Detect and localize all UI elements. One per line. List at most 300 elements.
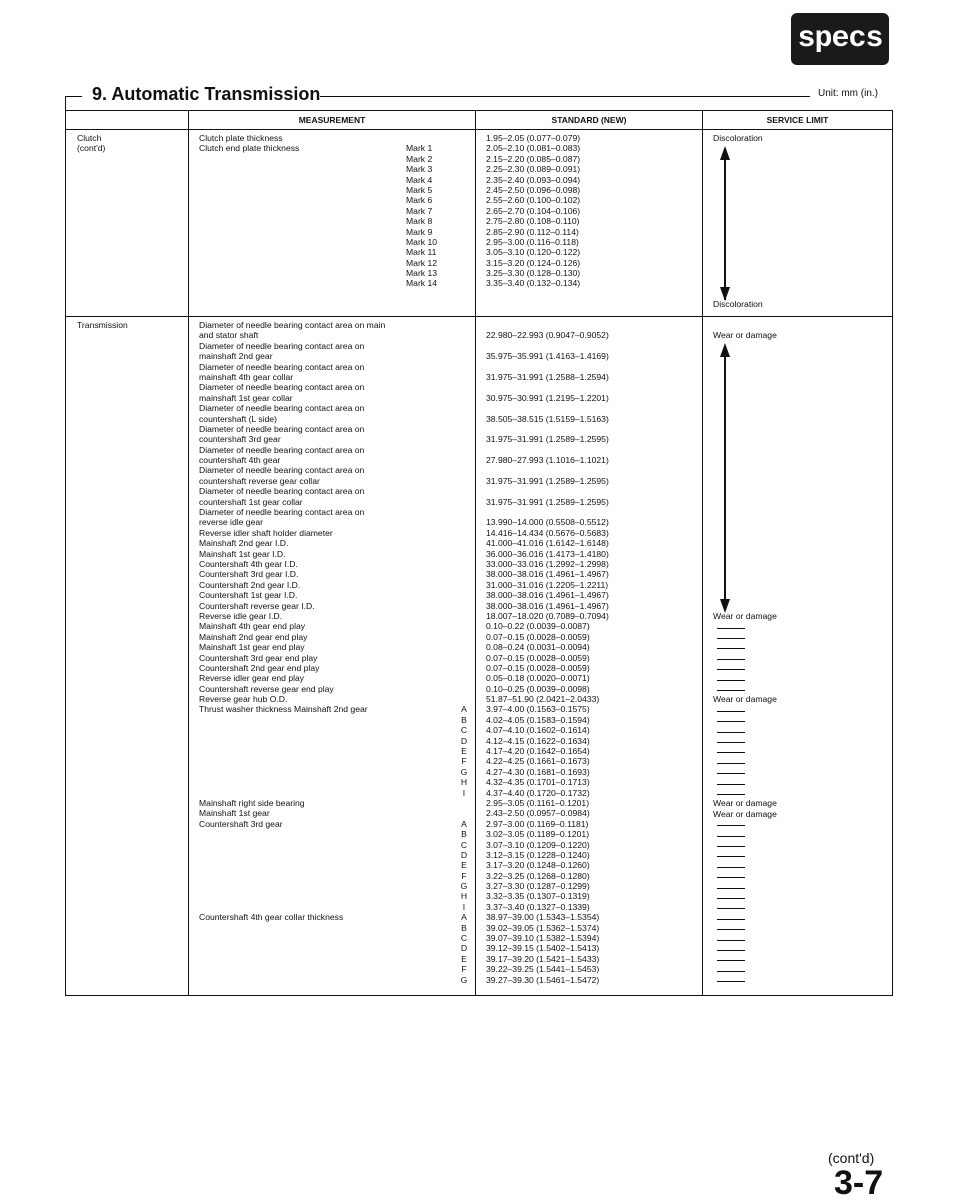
measurement-line bbox=[199, 455, 471, 465]
measurement-line bbox=[199, 476, 471, 486]
measurement-line bbox=[199, 528, 471, 538]
mark-label: Mark 2 bbox=[406, 153, 433, 164]
dash-mark bbox=[717, 950, 745, 951]
dash-mark bbox=[717, 825, 745, 826]
arrow-shaft bbox=[724, 158, 726, 300]
section-rule-left bbox=[65, 96, 82, 97]
grade-label: B bbox=[461, 714, 467, 725]
measurement-line bbox=[199, 736, 471, 746]
standard-value: 4.32–4.35 (0.1701–0.1713) bbox=[486, 777, 590, 788]
dash-mark bbox=[717, 981, 745, 982]
grade-label: F bbox=[461, 870, 467, 881]
dash-mark bbox=[717, 742, 745, 743]
transmission-section bbox=[66, 317, 893, 996]
measurement-text bbox=[199, 278, 406, 288]
dash-mark bbox=[717, 898, 745, 899]
standard-value: 3.32–3.35 (0.1307–0.1319) bbox=[486, 891, 590, 902]
measurement-text: Diameter of needle bearing contact area on bbox=[199, 340, 365, 351]
mark-label: Mark 9 bbox=[406, 226, 433, 237]
measurement-text: Mainshaft 4th gear end play bbox=[199, 621, 306, 632]
standard-value: 41.000–41.016 (1.6142–1.6148) bbox=[486, 538, 609, 549]
standard-value bbox=[486, 424, 698, 434]
standard-value: 2.15–2.20 (0.085–0.087) bbox=[486, 153, 581, 164]
dash-mark bbox=[717, 867, 745, 868]
measurement-line bbox=[199, 840, 471, 850]
mark-label: Mark 4 bbox=[406, 174, 433, 185]
measurement-text: Diameter of needle bearing contact area on main bbox=[199, 320, 386, 330]
measurement-text: Countershaft 1st gear I.D. bbox=[199, 590, 298, 601]
measurement-line bbox=[199, 206, 471, 216]
measurement-text bbox=[199, 860, 457, 870]
measurement-line bbox=[199, 850, 471, 860]
measurement-text bbox=[199, 840, 457, 850]
dash-mark bbox=[717, 940, 745, 941]
measurement-text: countershaft reverse gear collar bbox=[199, 475, 320, 486]
measurement-line bbox=[199, 912, 471, 922]
measurement-line bbox=[199, 507, 471, 517]
measurement-text bbox=[199, 736, 457, 746]
standard-value: 4.37–4.40 (0.1720–0.1732) bbox=[486, 787, 590, 798]
limit-text: Wear or damage bbox=[713, 798, 777, 809]
measurement-line bbox=[199, 362, 471, 372]
measurement-text: Thrust washer thickness Mainshaft 2nd gear bbox=[199, 704, 368, 715]
standard-value bbox=[486, 341, 698, 351]
standard-value: 3.35–3.40 (0.132–0.134) bbox=[486, 278, 581, 289]
measurement-line bbox=[199, 933, 471, 943]
standard-value: 2.45–2.50 (0.096–0.098) bbox=[486, 184, 581, 195]
measurement-line bbox=[199, 185, 471, 195]
measurement-line bbox=[199, 756, 471, 766]
standard-value: 2.25–2.30 (0.089–0.091) bbox=[486, 164, 581, 175]
measurement-text: mainshaft 2nd gear bbox=[199, 351, 273, 362]
measurement-text: Mainshaft right side bearing bbox=[199, 797, 305, 808]
standard-value: 35.975–35.991 (1.4163–1.4169) bbox=[486, 351, 609, 362]
standard-value: 2.35–2.40 (0.093–0.094) bbox=[486, 174, 581, 185]
dash-mark bbox=[717, 846, 745, 847]
grade-label: D bbox=[460, 735, 468, 746]
dash-mark bbox=[717, 711, 745, 712]
standard-value: 3.17–3.20 (0.1248–0.1260) bbox=[486, 860, 590, 871]
measurement-line bbox=[199, 517, 471, 527]
standard-value: 38.000–38.016 (1.4961–1.4967) bbox=[486, 569, 609, 580]
standard-value: 39.17–39.20 (1.5421–1.5433) bbox=[486, 953, 600, 964]
measurement-line bbox=[199, 538, 471, 548]
unit-label: Unit: mm (in.) bbox=[818, 88, 878, 99]
standard-value: 4.02–4.05 (0.1583–0.1594) bbox=[486, 714, 590, 725]
grade-label bbox=[457, 611, 471, 621]
group-line: (cont'd) bbox=[77, 143, 106, 154]
transmission-limit-cell bbox=[703, 317, 893, 996]
section-rule-right bbox=[320, 96, 810, 97]
measurement-line bbox=[199, 330, 471, 340]
standard-value: 39.02–39.05 (1.5362–1.5374) bbox=[486, 922, 600, 933]
measurement-text: Diameter of needle bearing contact area on bbox=[199, 382, 365, 393]
measurement-line bbox=[199, 320, 471, 330]
mark-label bbox=[406, 133, 471, 143]
measurement-text: Countershaft 3rd gear end play bbox=[199, 652, 318, 663]
clutch-limit-cell bbox=[703, 130, 893, 317]
standard-value: 51.87–51.90 (2.0421–2.0433) bbox=[486, 694, 600, 705]
measurement-text bbox=[199, 216, 406, 226]
standard-value: 38.000–38.016 (1.4961–1.4967) bbox=[486, 600, 609, 611]
measurement-text: Reverse gear hub O.D. bbox=[199, 694, 288, 705]
spec-table bbox=[65, 110, 893, 996]
section-title: 9. Automatic Transmission bbox=[92, 84, 321, 104]
grade-label bbox=[457, 601, 471, 611]
limit-text: Wear or damage bbox=[713, 694, 777, 705]
measurement-text: countershaft (L side) bbox=[199, 413, 278, 424]
standard-value: 2.95–3.00 (0.116–0.118) bbox=[486, 236, 579, 247]
measurement-line bbox=[199, 777, 471, 787]
measurement-text: Clutch plate thickness bbox=[199, 133, 283, 143]
measurement-line bbox=[199, 684, 471, 694]
standard-value: 2.43–2.50 (0.0957–0.0984) bbox=[486, 808, 590, 819]
standard-value: 38.97–39.00 (1.5343–1.5354) bbox=[486, 912, 600, 923]
measurement-line bbox=[199, 465, 471, 475]
measurement-text bbox=[199, 164, 406, 174]
measurement-text: mainshaft 1st gear collar bbox=[199, 392, 293, 403]
measurement-text bbox=[199, 154, 406, 164]
grade-label: E bbox=[461, 953, 467, 964]
measurement-text: Clutch end plate thickness bbox=[199, 143, 300, 154]
standard-value: 33.000–33.016 (1.2992–1.2998) bbox=[486, 558, 609, 569]
measurement-text bbox=[199, 237, 406, 247]
measurement-line bbox=[199, 642, 471, 652]
measurement-line bbox=[199, 497, 471, 507]
measurement-line bbox=[199, 133, 471, 143]
measurement-line bbox=[199, 694, 471, 704]
measurement-line bbox=[199, 549, 471, 559]
standard-value: 3.02–3.05 (0.1189–0.1201) bbox=[486, 829, 590, 840]
standard-value: 2.95–3.05 (0.1161–0.1201) bbox=[486, 797, 590, 808]
grade-label: C bbox=[460, 933, 468, 944]
grade-label bbox=[457, 653, 471, 663]
measurement-text bbox=[199, 943, 457, 953]
measurement-line bbox=[199, 881, 471, 891]
mark-label: Mark 11 bbox=[406, 247, 437, 258]
standard-value: 3.07–3.10 (0.1209–0.1220) bbox=[486, 839, 590, 850]
grade-label bbox=[457, 445, 471, 455]
measurement-line bbox=[199, 580, 471, 590]
standard-value: 2.05–2.10 (0.081–0.083) bbox=[486, 143, 581, 154]
limit-text: Wear or damage bbox=[713, 808, 777, 819]
clutch-standard-cell bbox=[476, 130, 703, 317]
measurement-line bbox=[199, 351, 471, 361]
transmission-measurement-cell bbox=[189, 317, 476, 996]
measurement-text: Mainshaft 1st gear bbox=[199, 808, 270, 819]
grade-label bbox=[457, 403, 471, 413]
grade-label bbox=[457, 673, 471, 683]
measurement-text: Countershaft 3rd gear bbox=[199, 818, 283, 829]
measurement-text: reverse idle gear bbox=[199, 517, 264, 528]
dash-mark bbox=[717, 836, 745, 837]
measurement-line bbox=[199, 216, 471, 226]
specs-badge: specs bbox=[791, 13, 889, 65]
section-rule-corner bbox=[65, 96, 66, 110]
grade-label: G bbox=[460, 766, 468, 777]
measurement-line bbox=[199, 632, 471, 642]
standard-value: 2.75–2.80 (0.108–0.110) bbox=[486, 216, 580, 227]
standard-value: 0.07–0.15 (0.0028–0.0059) bbox=[486, 631, 590, 642]
mark-label: Mark 5 bbox=[406, 184, 433, 195]
mark-label: Mark 1 bbox=[406, 143, 433, 154]
standard-value: 36.000–36.016 (1.4173–1.4180) bbox=[486, 548, 609, 559]
standard-value: 3.37–3.40 (0.1327–0.1339) bbox=[486, 901, 590, 912]
measurement-line bbox=[199, 715, 471, 725]
measurement-text bbox=[199, 788, 457, 798]
dash-mark bbox=[717, 732, 745, 733]
measurement-text bbox=[199, 871, 457, 881]
grade-label bbox=[457, 372, 471, 382]
measurement-text: Diameter of needle bearing contact area on bbox=[199, 486, 365, 497]
standard-value bbox=[486, 362, 698, 372]
dash-mark bbox=[717, 971, 745, 972]
measurement-text bbox=[199, 767, 457, 777]
standard-value: 4.27–4.30 (0.1681–0.1693) bbox=[486, 766, 590, 777]
dash-mark bbox=[717, 669, 745, 670]
measurement-text: Diameter of needle bearing contact area on bbox=[199, 444, 365, 455]
mark-label: Mark 10 bbox=[406, 236, 438, 247]
measurement-text bbox=[199, 258, 406, 268]
measurement-text bbox=[199, 777, 457, 787]
standard-value: 2.55–2.60 (0.100–0.102) bbox=[486, 195, 581, 206]
dash-mark bbox=[717, 648, 745, 649]
measurement-line bbox=[199, 601, 471, 611]
header-service-limit: SERVICE LIMIT bbox=[703, 111, 893, 130]
measurement-line bbox=[199, 143, 471, 153]
grade-label bbox=[457, 517, 471, 527]
grade-label: C bbox=[460, 839, 468, 850]
grade-label: G bbox=[460, 881, 468, 892]
measurement-line bbox=[199, 237, 471, 247]
grade-label: E bbox=[461, 746, 467, 757]
standard-value bbox=[486, 465, 698, 475]
measurement-line bbox=[199, 247, 471, 257]
measurement-line bbox=[199, 902, 471, 912]
grade-label bbox=[457, 642, 471, 652]
limit-text: Discoloration bbox=[713, 133, 763, 143]
grade-label bbox=[457, 320, 471, 330]
grade-label bbox=[457, 580, 471, 590]
measurement-text: Countershaft 4th gear collar thickness bbox=[199, 912, 344, 923]
grade-label: A bbox=[461, 912, 467, 923]
measurement-text bbox=[199, 829, 457, 839]
measurement-line bbox=[199, 704, 471, 714]
dash-mark bbox=[717, 721, 745, 722]
standard-value: 39.12–39.15 (1.5402–1.5413) bbox=[486, 943, 600, 954]
measurement-text bbox=[199, 268, 406, 278]
measurement-text: countershaft 3rd gear bbox=[199, 434, 281, 445]
measurement-text: Diameter of needle bearing contact area on bbox=[199, 403, 365, 414]
standard-value: 0.08–0.24 (0.0031–0.0094) bbox=[486, 642, 590, 653]
measurement-text: Countershaft 2nd gear end play bbox=[199, 662, 320, 673]
limit-text: Wear or damage bbox=[713, 330, 777, 341]
grade-label bbox=[457, 559, 471, 569]
measurement-line bbox=[199, 673, 471, 683]
measurement-line bbox=[199, 195, 471, 205]
measurement-text: Mainshaft 1st gear I.D. bbox=[199, 548, 286, 559]
standard-value: 4.07–4.10 (0.1602–0.1614) bbox=[486, 725, 590, 736]
measurement-line bbox=[199, 382, 471, 392]
grade-label bbox=[457, 621, 471, 631]
grade-label: E bbox=[461, 860, 467, 871]
standard-value: 3.22–3.25 (0.1268–0.1280) bbox=[486, 870, 590, 881]
measurement-text: Countershaft 3rd gear I.D. bbox=[199, 569, 299, 580]
measurement-line bbox=[199, 372, 471, 382]
dash-mark bbox=[717, 960, 745, 961]
measurement-line bbox=[199, 860, 471, 870]
measurement-text bbox=[199, 881, 457, 891]
clutch-section bbox=[66, 130, 893, 317]
dash-mark bbox=[717, 773, 745, 774]
measurement-text bbox=[199, 954, 457, 964]
mark-label: Mark 12 bbox=[406, 257, 438, 268]
grade-label bbox=[457, 465, 471, 475]
measurement-text bbox=[199, 715, 457, 725]
dash-mark bbox=[717, 628, 745, 629]
standard-value: 31.000–31.016 (1.2205–1.2211) bbox=[486, 579, 609, 590]
measurement-line bbox=[199, 871, 471, 881]
measurement-line bbox=[199, 611, 471, 621]
standard-value: 18.007–18.020 (0.7089–0.7094) bbox=[486, 610, 609, 621]
measurement-line bbox=[199, 341, 471, 351]
standard-value: 39.22–39.25 (1.5441–1.5453) bbox=[486, 964, 600, 975]
grade-label bbox=[457, 569, 471, 579]
dash-mark bbox=[717, 877, 745, 878]
measurement-line bbox=[199, 767, 471, 777]
mark-label: Mark 8 bbox=[406, 216, 433, 227]
standard-value: 31.975–31.991 (1.2589–1.2595) bbox=[486, 496, 609, 507]
measurement-text: Reverse idler gear end play bbox=[199, 673, 305, 684]
measurement-text: mainshaft 4th gear collar bbox=[199, 371, 294, 382]
standard-value: 31.975–31.991 (1.2589–1.2595) bbox=[486, 434, 609, 445]
standard-value bbox=[486, 382, 698, 392]
measurement-text: Reverse idle gear I.D. bbox=[199, 610, 283, 621]
mark-label: Mark 3 bbox=[406, 164, 433, 175]
measurement-text bbox=[199, 975, 457, 985]
measurement-text bbox=[199, 891, 457, 901]
grade-label: H bbox=[460, 777, 468, 788]
grade-label: H bbox=[460, 891, 468, 902]
standard-value: 1.95–2.05 (0.077–0.079) bbox=[486, 133, 581, 143]
standard-value: 0.10–0.25 (0.0039–0.0098) bbox=[486, 683, 590, 694]
header-row bbox=[66, 111, 893, 130]
grade-label bbox=[457, 808, 471, 818]
measurement-line bbox=[199, 891, 471, 901]
dash-mark bbox=[717, 929, 745, 930]
measurement-line bbox=[199, 663, 471, 673]
measurement-line bbox=[199, 808, 471, 818]
measurement-text: countershaft 4th gear bbox=[199, 455, 281, 466]
header-blank bbox=[66, 111, 189, 130]
measurement-line bbox=[199, 746, 471, 756]
measurement-text: Mainshaft 2nd gear I.D. bbox=[199, 538, 289, 549]
grade-label: D bbox=[460, 849, 468, 860]
dash-mark bbox=[717, 888, 745, 889]
mark-label: Mark 6 bbox=[406, 195, 433, 206]
clutch-measurement-cell bbox=[189, 130, 476, 317]
grade-label bbox=[457, 330, 471, 340]
measurement-line bbox=[199, 621, 471, 631]
measurement-line bbox=[199, 414, 471, 424]
standard-value bbox=[486, 486, 698, 496]
measurement-line bbox=[199, 590, 471, 600]
standard-value: 2.97–3.00 (0.1169–0.1181) bbox=[486, 818, 589, 829]
measurement-text bbox=[199, 185, 406, 195]
standard-value: 13.990–14.000 (0.5508–0.5512) bbox=[486, 517, 609, 528]
measurement-text bbox=[199, 206, 406, 216]
measurement-line bbox=[199, 486, 471, 496]
grade-label bbox=[457, 528, 471, 538]
standard-value: 27.980–27.993 (1.1016–1.1021) bbox=[486, 455, 609, 466]
grade-label: I bbox=[462, 787, 466, 798]
measurement-text bbox=[199, 746, 457, 756]
measurement-text bbox=[199, 175, 406, 185]
grade-label bbox=[457, 663, 471, 673]
grade-label: A bbox=[461, 818, 467, 829]
standard-value: 39.07–39.10 (1.5382–1.5394) bbox=[486, 933, 600, 944]
measurement-text: Diameter of needle bearing contact area on bbox=[199, 361, 365, 372]
standard-value: 3.12–3.15 (0.1228–0.1240) bbox=[486, 849, 590, 860]
transmission-group-label bbox=[66, 317, 189, 996]
clutch-group-label bbox=[66, 130, 189, 317]
standard-value: 3.97–4.00 (0.1563–0.1575) bbox=[486, 704, 590, 715]
limit-text: Wear or damage bbox=[713, 611, 777, 622]
dash-mark bbox=[717, 659, 745, 660]
standard-value: 3.15–3.20 (0.124–0.126) bbox=[486, 257, 581, 268]
measurement-line bbox=[199, 154, 471, 164]
mark-label: Mark 7 bbox=[406, 205, 433, 216]
standard-value: 2.65–2.70 (0.104–0.106) bbox=[486, 205, 581, 216]
grade-label: C bbox=[460, 725, 468, 736]
grade-label: I bbox=[462, 901, 466, 912]
header-measurement: MEASUREMENT bbox=[189, 111, 476, 130]
grade-label: B bbox=[461, 922, 467, 933]
grade-label bbox=[457, 684, 471, 694]
measurement-line bbox=[199, 725, 471, 735]
grade-label bbox=[457, 476, 471, 486]
measurement-line bbox=[199, 403, 471, 413]
grade-label bbox=[457, 497, 471, 507]
measurement-text: Countershaft 2nd gear I.D. bbox=[199, 579, 301, 590]
standard-value: 39.27–39.30 (1.5461–1.5472) bbox=[486, 974, 600, 985]
measurement-text bbox=[199, 756, 457, 766]
transmission-standard-cell bbox=[476, 317, 703, 996]
arrow-shaft bbox=[724, 355, 726, 609]
page-number: 3-7 bbox=[834, 1164, 884, 1202]
measurement-text bbox=[199, 902, 457, 912]
standard-value: 38.000–38.016 (1.4961–1.4967) bbox=[486, 590, 609, 601]
dash-mark bbox=[717, 856, 745, 857]
measurement-line bbox=[199, 434, 471, 444]
grade-label: F bbox=[461, 756, 467, 767]
measurement-text bbox=[199, 227, 406, 237]
standard-value: 0.10–0.22 (0.0039–0.0087) bbox=[486, 621, 590, 632]
measurement-text bbox=[199, 725, 457, 735]
standard-value: 30.975–30.991 (1.2195–1.2201) bbox=[486, 392, 609, 403]
grade-label bbox=[457, 351, 471, 361]
grade-label bbox=[457, 424, 471, 434]
standard-value: 2.85–2.90 (0.112–0.114) bbox=[486, 226, 579, 237]
mark-label: Mark 13 bbox=[406, 268, 438, 279]
measurement-text: Diameter of needle bearing contact area on bbox=[199, 507, 365, 518]
standard-value bbox=[486, 445, 698, 455]
measurement-text: Countershaft reverse gear end play bbox=[199, 683, 334, 694]
measurement-line bbox=[199, 559, 471, 569]
dash-mark bbox=[717, 763, 745, 764]
mark-label: Mark 14 bbox=[406, 278, 438, 289]
standard-value: 4.17–4.20 (0.1642–0.1654) bbox=[486, 746, 590, 757]
